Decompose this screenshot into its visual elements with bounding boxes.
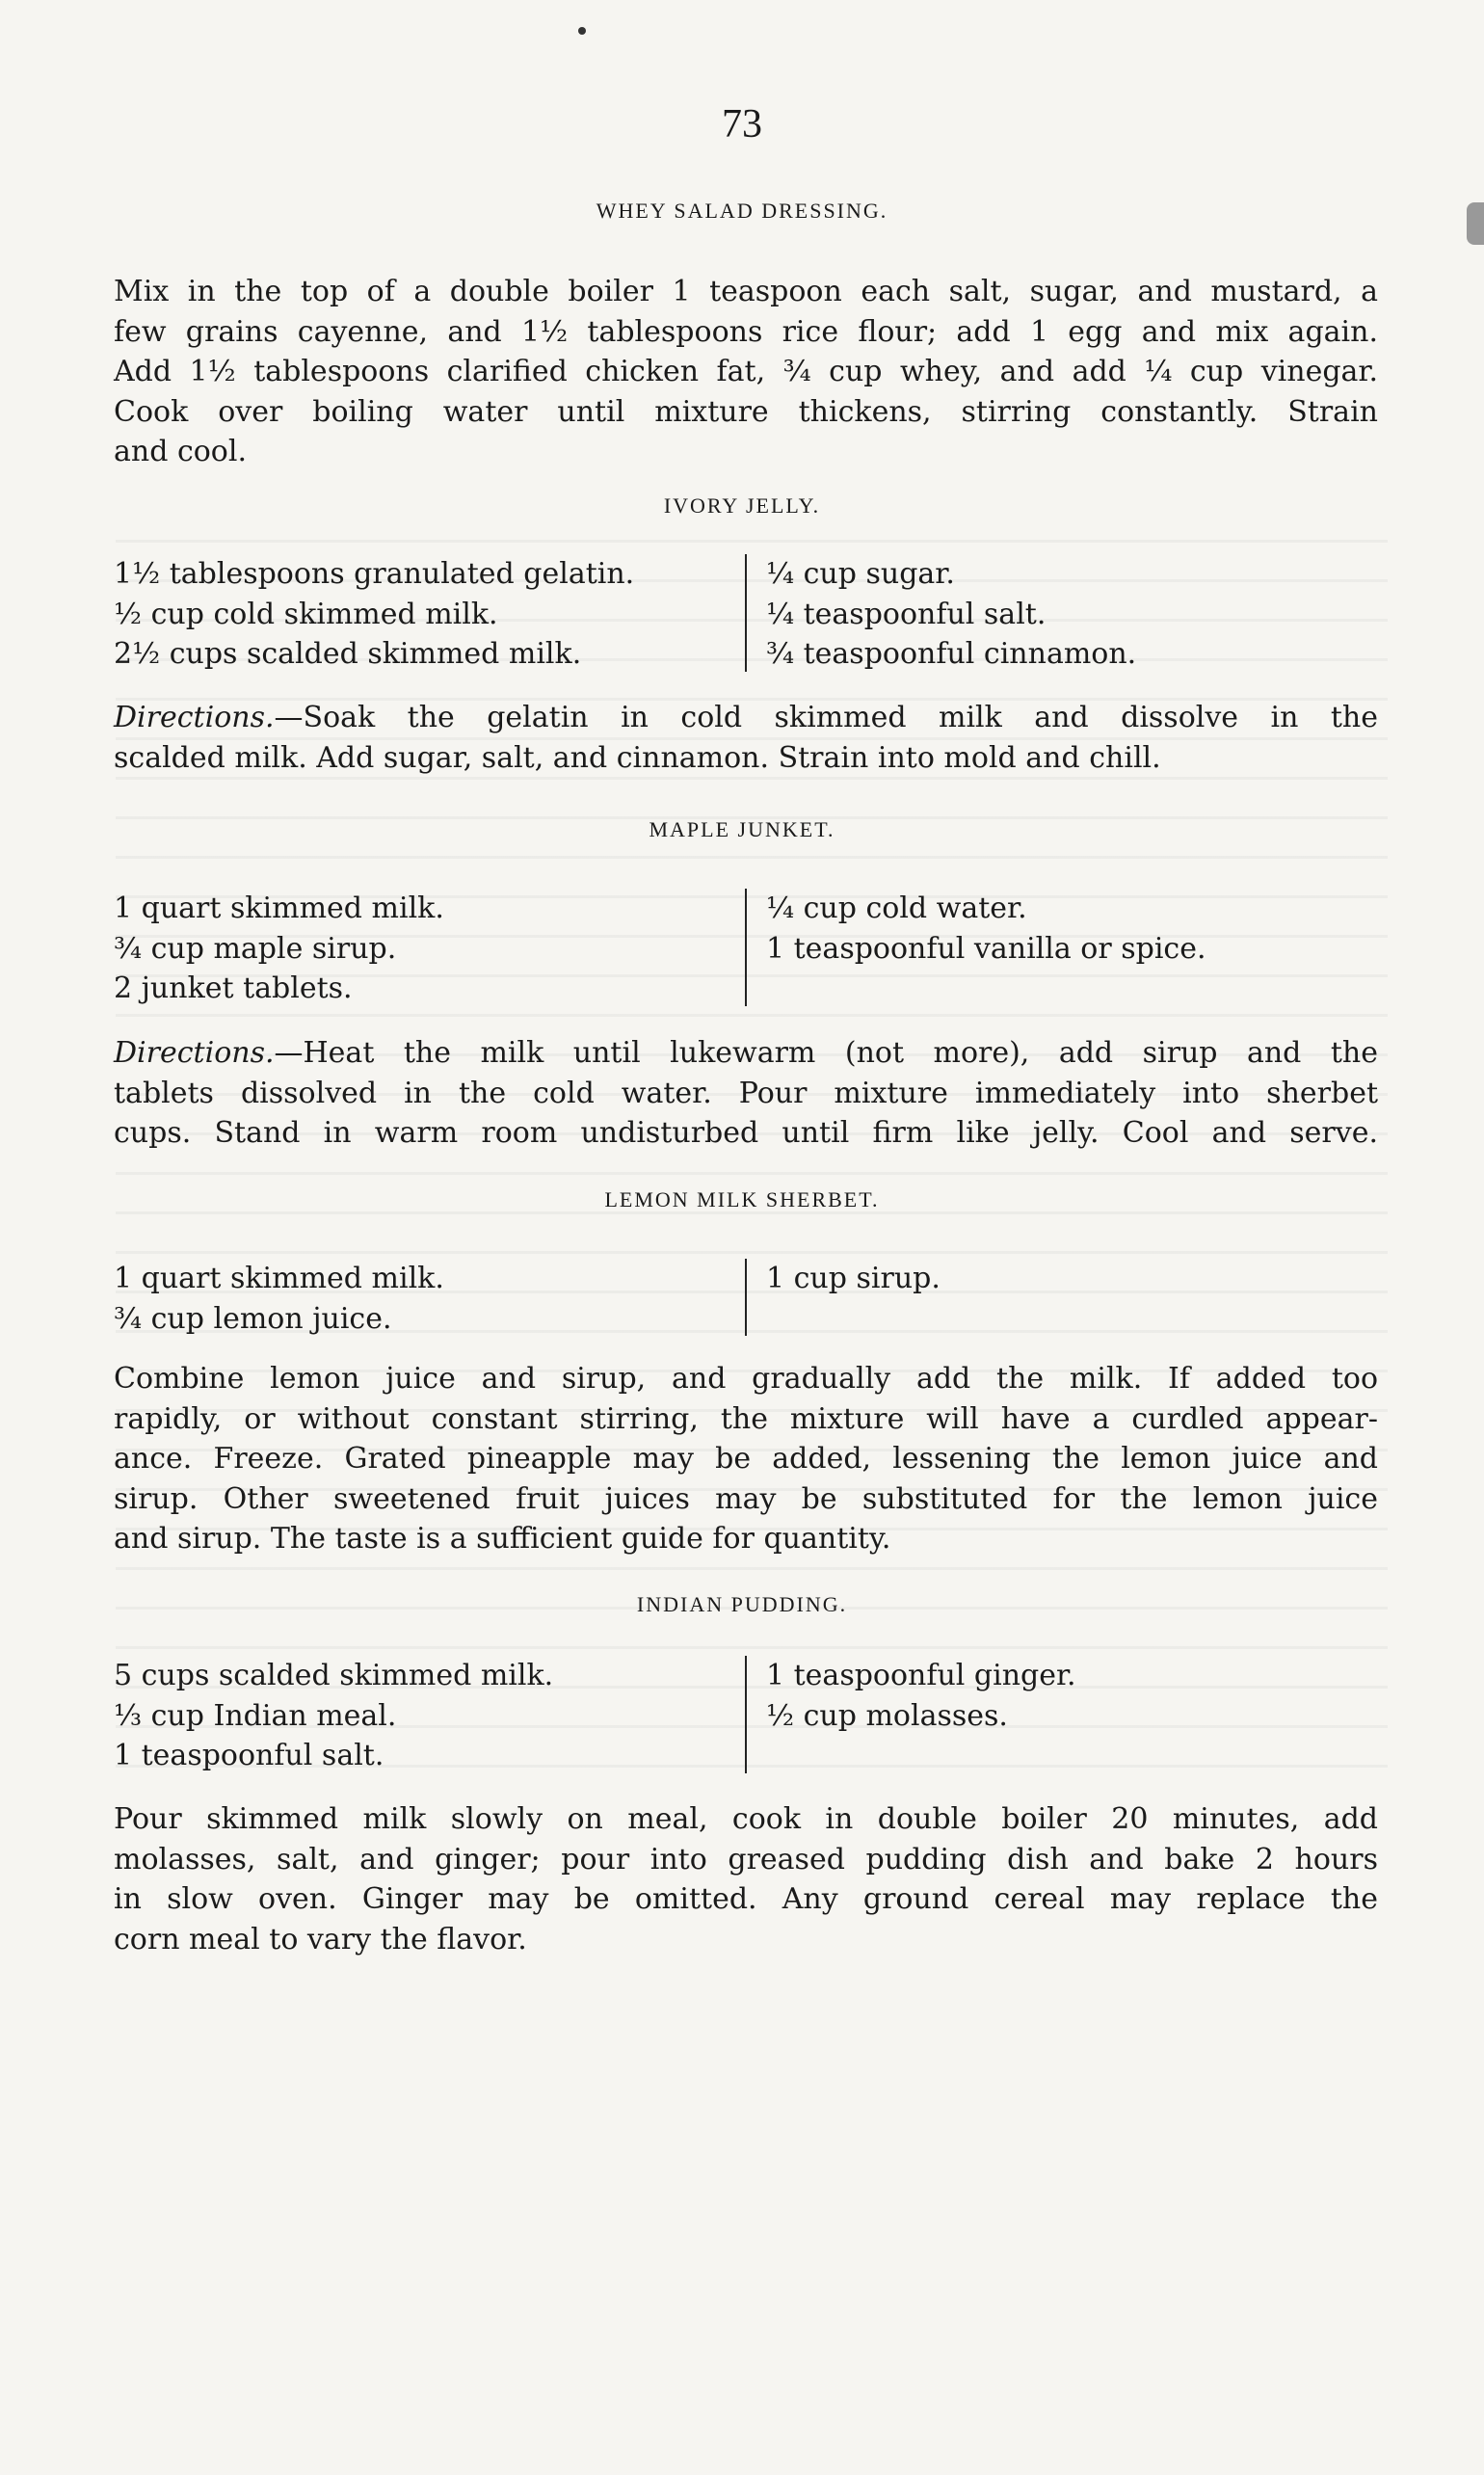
ingredients-lemon-milk-sherbet <box>114 1259 1378 1341</box>
heading-ivory-jelly: IVORY JELLY. <box>663 493 821 518</box>
ingredient-item: 1 teaspoonful ginger. <box>766 1659 1076 1692</box>
directions-label: Directions. <box>114 701 275 734</box>
directions-maple-junket <box>114 1033 1378 1154</box>
ingredients-right-column <box>766 889 1383 969</box>
paragraph-line: Mix in the top of a double boiler 1 teaspoon each salt, sugar, and mustard, a <box>114 275 1378 308</box>
ingredient-item: 2 junket tablets. <box>114 971 353 1005</box>
paragraph-lemon-milk-sherbet <box>114 1359 1378 1559</box>
ingredients-right-column <box>766 554 1383 675</box>
ink-speck <box>578 27 586 35</box>
directions-text: —Heat the milk until lukewarm (not more), add sirup and the <box>274 1036 1378 1070</box>
heading-lemon-milk-sherbet: LEMON MILK SHERBET. <box>604 1187 880 1211</box>
paragraph-line: molasses, salt, and ginger; pour into greased pudding dish and bake 2 hours <box>114 1842 1378 1876</box>
ingredients-right-column <box>766 1259 1383 1299</box>
ingredient-item: ¾ cup lemon juice. <box>114 1301 392 1336</box>
ingredient-item: ¾ teaspoonful cinnamon. <box>766 637 1137 671</box>
ingredient-item: 1 teaspoonful salt. <box>114 1739 384 1772</box>
paragraph-line: Add 1½ tablespoons clarified chicken fat, ¾ cup whey, and add ¼ cup vinegar. <box>114 355 1378 388</box>
paragraph-line: Combine lemon juice and sirup, and gradually add the milk. If added too <box>114 1362 1378 1396</box>
directions-text: —Soak the gelatin in cold skimmed milk and dissolve in the <box>274 701 1378 734</box>
ingredient-item: 1½ tablespoons granulated gelatin. <box>114 557 635 591</box>
heading-indian-pudding: INDIAN PUDDING. <box>636 1592 848 1616</box>
paragraph-line: and cool. <box>114 435 248 468</box>
ingredients-indian-pudding <box>114 1656 1378 1776</box>
ingredient-item: ½ cup cold skimmed milk. <box>114 597 498 631</box>
column-divider <box>745 1259 747 1336</box>
ingredient-item: ¼ cup cold water. <box>766 892 1027 925</box>
ingredient-item: ¼ teaspoonful salt. <box>766 597 1047 631</box>
ingredient-item: 1 quart skimmed milk. <box>114 892 444 925</box>
ingredients-ivory-jelly <box>114 554 1378 675</box>
directions-ivory-jelly <box>114 698 1378 778</box>
paragraph-whey-salad-dressing <box>114 272 1378 472</box>
ingredients-maple-junket <box>114 889 1378 1009</box>
column-divider <box>745 889 747 1006</box>
paragraph-line: in slow oven. Ginger may be omitted. Any ground cereal may replace the <box>114 1882 1378 1916</box>
ingredient-item: ¼ cup sugar. <box>766 557 955 591</box>
ingredients-left-column <box>114 889 740 1009</box>
paragraph-line: corn meal to vary the flavor. <box>114 1922 527 1956</box>
page-number: 73 <box>722 102 762 146</box>
paragraph-line: scalded milk. Add sugar, salt, and cinnamon. Strain into mold and chill. <box>114 740 1161 775</box>
ingredients-left-column <box>114 1259 740 1339</box>
heading-whey-salad-dressing: WHEY SALAD DRESSING. <box>596 199 888 223</box>
paragraph-line: Cook over boiling water until mixture thickens, stirring constantly. Strain <box>114 394 1378 429</box>
ingredient-item: ⅓ cup Indian meal. <box>114 1698 397 1733</box>
paragraph-line: rapidly, or without constant stirring, the mixture will have a curdled appear- <box>114 1401 1378 1436</box>
paragraph-line: Pour skimmed milk slowly on meal, cook in double boiler 20 minutes, add <box>114 1802 1378 1836</box>
paragraph-line: tablets dissolved in the cold water. Pour mixture immediately into sherbet <box>114 1076 1378 1110</box>
paragraph-line: cups. Stand in warm room undisturbed until firm like jelly. Cool and serve. <box>114 1116 1378 1150</box>
ingredient-item: 1 quart skimmed milk. <box>114 1262 444 1295</box>
ingredients-left-column <box>114 554 740 675</box>
column-divider <box>745 554 747 672</box>
ingredient-item: 2½ cups scalded skimmed milk. <box>114 637 582 671</box>
ingredient-item: 1 teaspoonful vanilla or spice. <box>766 931 1206 966</box>
paragraph-line: sirup. Other sweetened fruit juices may be substituted for the lemon juice <box>114 1481 1378 1516</box>
ingredient-item: ½ cup molasses. <box>766 1698 1008 1733</box>
paragraph-line: few grains cayenne, and 1½ tablespoons rice flour; add 1 egg and mix again. <box>114 314 1378 349</box>
ingredient-item: 1 cup sirup. <box>766 1262 941 1295</box>
heading-maple-junket: MAPLE JUNKET. <box>649 817 835 841</box>
paragraph-line <box>114 698 1378 738</box>
paragraph-line: and sirup. The taste is a sufficient guide for quantity. <box>114 1522 891 1556</box>
paragraph-line: ance. Freeze. Grated pineapple may be added, lessening the lemon juice and <box>114 1442 1378 1476</box>
ingredient-item: 5 cups scalded skimmed milk. <box>114 1659 554 1692</box>
ingredients-right-column <box>766 1656 1383 1736</box>
paragraph-indian-pudding <box>114 1799 1378 1959</box>
ingredient-item: ¾ cup maple sirup. <box>114 931 397 966</box>
directions-label: Directions. <box>114 1036 275 1070</box>
ingredients-left-column <box>114 1656 740 1776</box>
paragraph-line <box>114 1033 1378 1074</box>
column-divider <box>745 1656 747 1773</box>
